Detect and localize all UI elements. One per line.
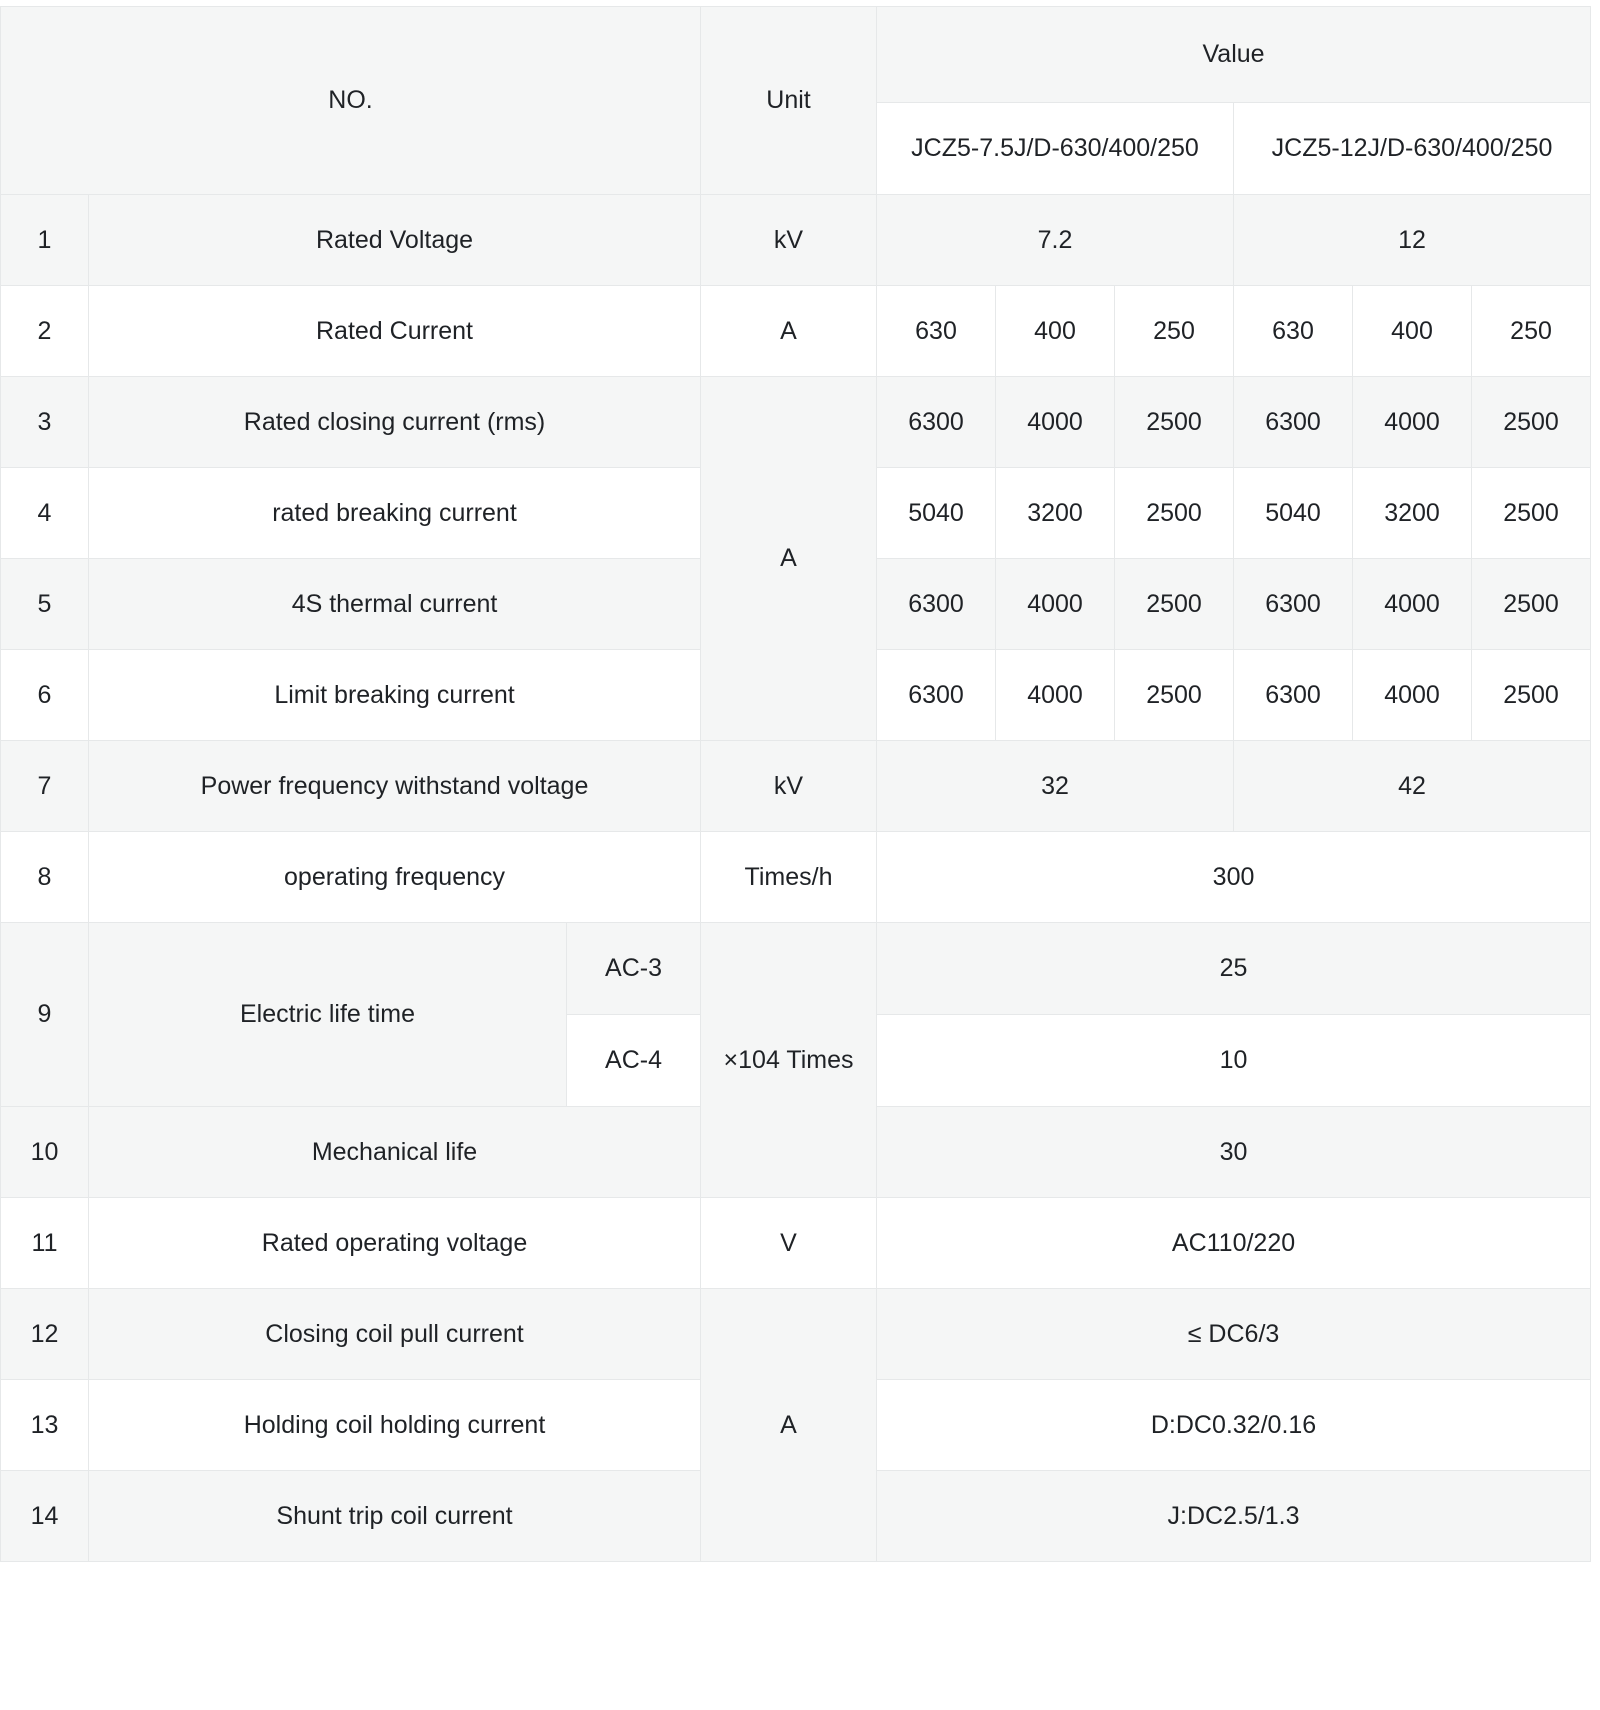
row-unit: kV <box>701 741 877 832</box>
row-parameter: operating frequency <box>89 832 701 923</box>
row-value-cell: 5040 <box>877 468 996 559</box>
row-value-span: ≤ DC6/3 <box>877 1289 1591 1380</box>
table-row <box>1 1289 1591 1380</box>
row-unit: Times/h <box>701 832 877 923</box>
specification-table <box>0 6 1591 1562</box>
row-value-cell: 400 <box>996 286 1115 377</box>
row-value-span: 300 <box>877 832 1591 923</box>
row-value-model-2: 12 <box>1234 195 1591 286</box>
table-row <box>1 832 1591 923</box>
row-parameter: Rated Current <box>89 286 701 377</box>
row-unit: V <box>701 1198 877 1289</box>
row-parameter: Limit breaking current <box>89 650 701 741</box>
row-value-cell: 6300 <box>1234 559 1353 650</box>
row-value-span: J:DC2.5/1.3 <box>877 1471 1591 1562</box>
row-parameter: 4S thermal current <box>89 559 701 650</box>
row-value-span: AC110/220 <box>877 1198 1591 1289</box>
row-value-cell: 630 <box>1234 286 1353 377</box>
row-value-cell: 2500 <box>1115 650 1234 741</box>
header-unit: Unit <box>701 7 877 195</box>
row-no: 9 <box>1 923 89 1107</box>
row-parameter: Holding coil holding current <box>89 1380 701 1471</box>
row-value-cell: 250 <box>1115 286 1234 377</box>
row-subparameter-ac4: AC-4 <box>567 1015 701 1107</box>
row-value-cell: 6300 <box>1234 377 1353 468</box>
row-value-span: 10 <box>877 1015 1591 1107</box>
row-no: 2 <box>1 286 89 377</box>
row-unit: A <box>701 1289 877 1562</box>
row-value-cell: 630 <box>877 286 996 377</box>
row-no: 6 <box>1 650 89 741</box>
row-no: 3 <box>1 377 89 468</box>
table-row <box>1 195 1591 286</box>
row-no: 12 <box>1 1289 89 1380</box>
row-no: 1 <box>1 195 89 286</box>
table-row <box>1 286 1591 377</box>
row-no: 11 <box>1 1198 89 1289</box>
row-parameter: rated breaking current <box>89 468 701 559</box>
row-unit: ×104 Times <box>701 923 877 1198</box>
row-value-cell: 2500 <box>1472 559 1591 650</box>
row-parameter: Electric life time <box>89 923 567 1107</box>
row-value-cell: 4000 <box>1353 377 1472 468</box>
row-value-span: 30 <box>877 1107 1591 1198</box>
row-value-cell: 3200 <box>1353 468 1472 559</box>
row-value-cell: 400 <box>1353 286 1472 377</box>
row-value-cell: 2500 <box>1115 468 1234 559</box>
row-value-cell: 2500 <box>1472 468 1591 559</box>
header-row-top <box>1 7 1591 103</box>
row-value-cell: 6300 <box>1234 650 1353 741</box>
row-parameter: Shunt trip coil current <box>89 1471 701 1562</box>
table-body <box>1 195 1591 1562</box>
row-value-model-2: 42 <box>1234 741 1591 832</box>
row-value-cell: 4000 <box>996 559 1115 650</box>
header-no: NO. <box>1 7 701 195</box>
row-unit: A <box>701 286 877 377</box>
row-value-cell: 2500 <box>1472 650 1591 741</box>
row-value-cell: 4000 <box>1353 559 1472 650</box>
row-value-model-1: 7.2 <box>877 195 1234 286</box>
table-row <box>1 1198 1591 1289</box>
row-parameter: Rated operating voltage <box>89 1198 701 1289</box>
header-model-2: JCZ5-12J/D-630/400/250 <box>1234 103 1591 195</box>
row-no: 8 <box>1 832 89 923</box>
row-no: 13 <box>1 1380 89 1471</box>
row-parameter: Mechanical life <box>89 1107 701 1198</box>
row-unit: kV <box>701 195 877 286</box>
row-no: 10 <box>1 1107 89 1198</box>
row-value-span: 25 <box>877 923 1591 1015</box>
table-header <box>1 7 1591 195</box>
row-no: 14 <box>1 1471 89 1562</box>
row-value-cell: 4000 <box>1353 650 1472 741</box>
row-value-cell: 4000 <box>996 650 1115 741</box>
row-no: 7 <box>1 741 89 832</box>
table-row <box>1 377 1591 468</box>
row-value-span: D:DC0.32/0.16 <box>877 1380 1591 1471</box>
table-row <box>1 741 1591 832</box>
row-parameter: Rated closing current (rms) <box>89 377 701 468</box>
table-row <box>1 923 1591 1015</box>
row-value-cell: 5040 <box>1234 468 1353 559</box>
row-value-cell: 3200 <box>996 468 1115 559</box>
row-parameter: Power frequency withstand voltage <box>89 741 701 832</box>
row-parameter: Rated Voltage <box>89 195 701 286</box>
row-no: 4 <box>1 468 89 559</box>
header-model-1: JCZ5-7.5J/D-630/400/250 <box>877 103 1234 195</box>
row-no: 5 <box>1 559 89 650</box>
row-unit: A <box>701 377 877 741</box>
specification-table-container <box>0 6 1559 1562</box>
row-parameter: Closing coil pull current <box>89 1289 701 1380</box>
row-value-cell: 6300 <box>877 377 996 468</box>
row-value-cell: 250 <box>1472 286 1591 377</box>
row-value-cell: 4000 <box>996 377 1115 468</box>
row-value-cell: 6300 <box>877 559 996 650</box>
row-value-cell: 2500 <box>1115 377 1234 468</box>
row-value-model-1: 32 <box>877 741 1234 832</box>
row-value-cell: 6300 <box>877 650 996 741</box>
row-subparameter-ac3: AC-3 <box>567 923 701 1015</box>
header-value: Value <box>877 7 1591 103</box>
row-value-cell: 2500 <box>1115 559 1234 650</box>
row-value-cell: 2500 <box>1472 377 1591 468</box>
